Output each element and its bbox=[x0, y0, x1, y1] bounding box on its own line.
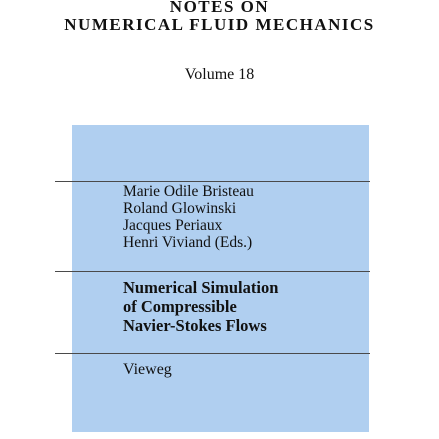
editors-list bbox=[123, 183, 254, 251]
book-title-line: of Compressible bbox=[123, 297, 237, 316]
publisher-name: Vieweg bbox=[123, 361, 172, 378]
volume-label: Volume 18 bbox=[184, 66, 255, 83]
editor-name: Marie Odile Bristeau bbox=[123, 183, 254, 200]
book-title-line: Navier-Stokes Flows bbox=[123, 316, 267, 335]
series-title-line-1: NOTES ON bbox=[169, 0, 270, 16]
divider-bottom bbox=[55, 353, 370, 354]
book-title-line: Numerical Simulation bbox=[123, 278, 279, 297]
book-title bbox=[123, 278, 278, 335]
editor-name: Henri Viviand (Eds.) bbox=[123, 234, 253, 251]
divider-top bbox=[55, 181, 370, 182]
series-title-line-2: NUMERICAL FLUID MECHANICS bbox=[64, 15, 375, 34]
divider-middle bbox=[55, 271, 370, 272]
editor-name: Jacques Periaux bbox=[123, 217, 223, 234]
editor-name: Roland Glowinski bbox=[123, 200, 237, 217]
